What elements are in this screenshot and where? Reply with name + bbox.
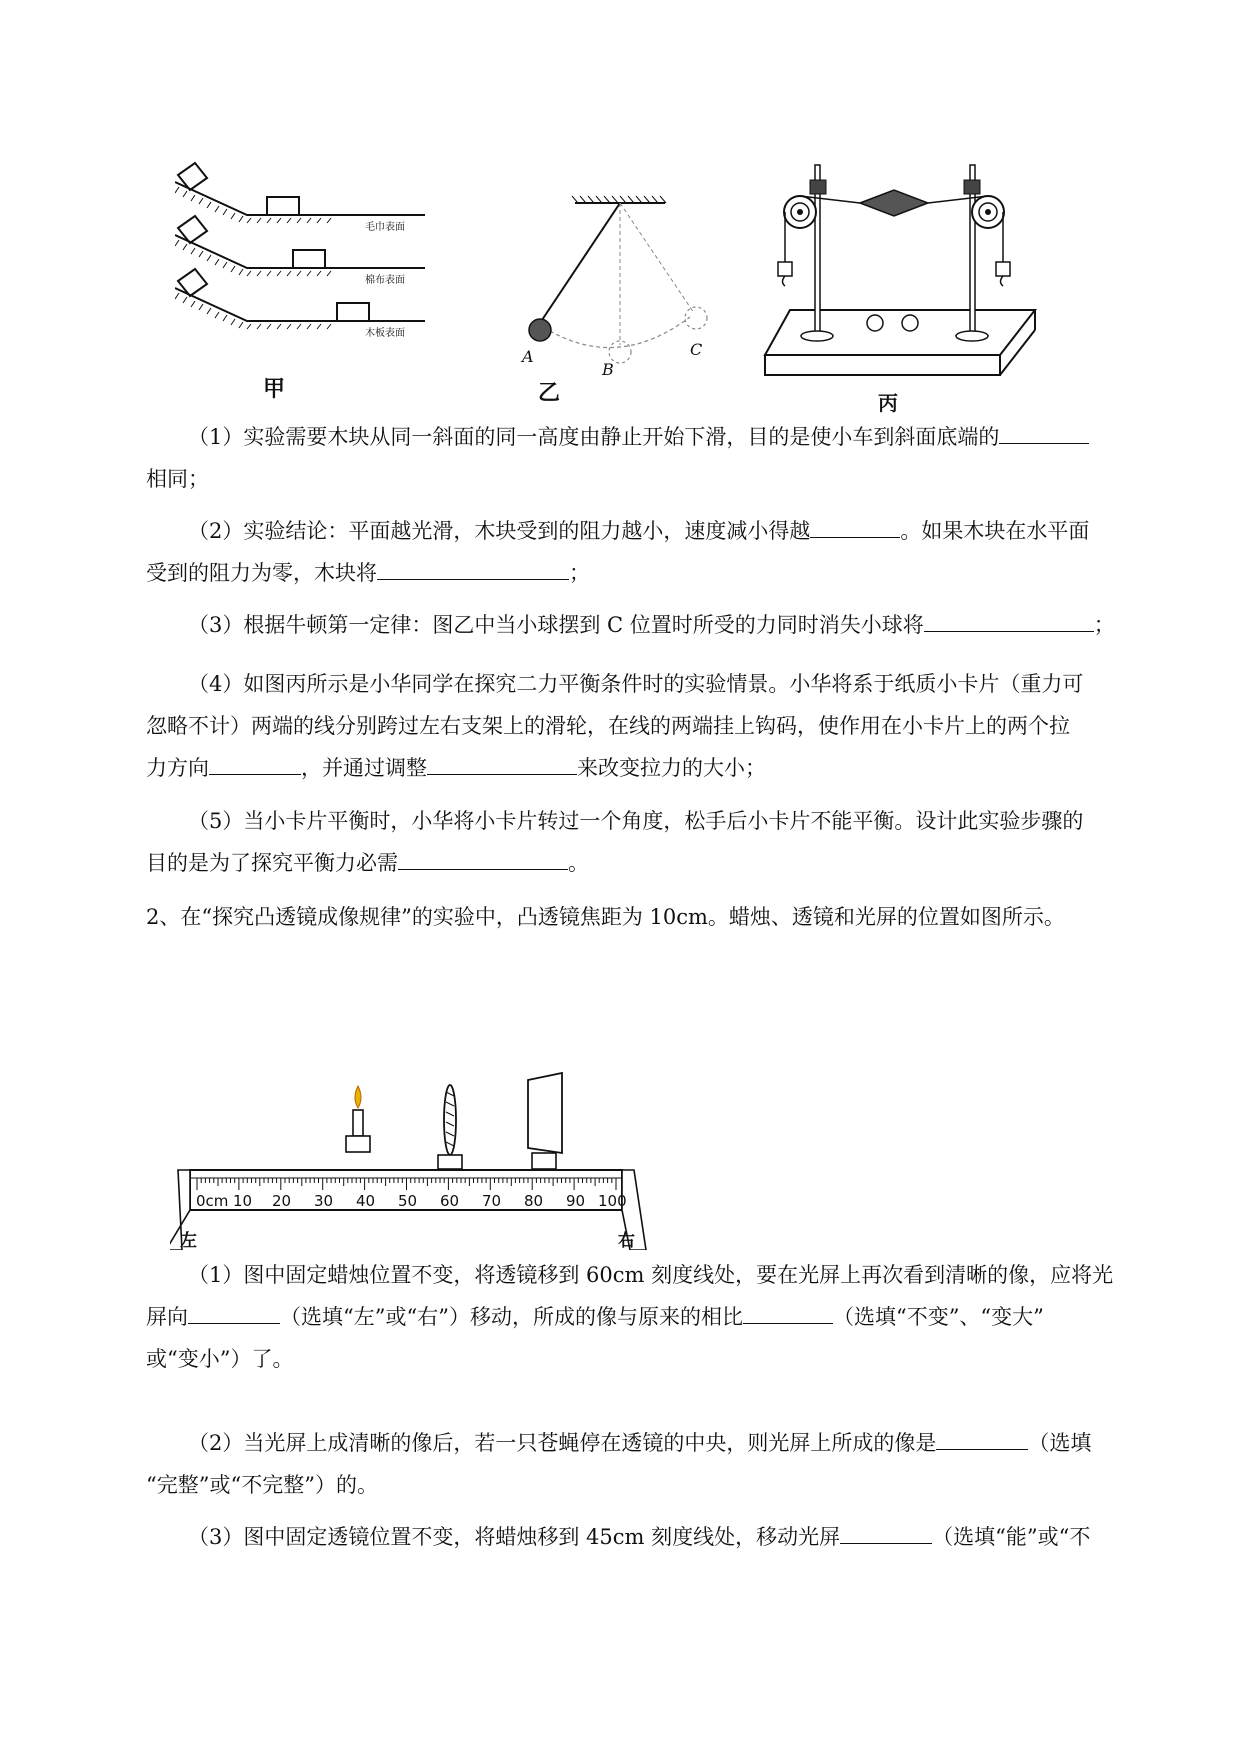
tick-label-10: 10 xyxy=(233,1192,253,1210)
left-end-label: 左 xyxy=(180,1231,197,1250)
q2-part1 xyxy=(146,1254,1146,1380)
q1-part2-text: （2）实验结论：平面越光滑，木块受到的阻力越小，速度减小得越 xyxy=(188,519,811,543)
answer-blank[interactable] xyxy=(840,1517,932,1544)
q2-part1-line1: （1）图中固定蜡烛位置不变，将透镜移到 60cm 刻度线处，要在光屏上再次看到清晰的像，应将光 xyxy=(188,1263,1114,1287)
q1-part2-text-d: ； xyxy=(569,561,590,585)
q2-part1-text-b: 屏向 xyxy=(146,1305,188,1329)
figure-yi xyxy=(520,195,720,410)
point-c-label: C xyxy=(690,340,703,359)
point-a-label: A xyxy=(522,347,534,366)
q1-part4 xyxy=(146,663,1146,789)
answer-blank[interactable] xyxy=(936,1423,1028,1450)
q2-stem: 2、在“探究凸透镜成像规律”的实验中，凸透镜焦距为 10cm。蜡烛、透镜和光屏的位置如图所示。 xyxy=(146,905,1065,929)
tick-label-50: 50 xyxy=(398,1192,418,1210)
q1-part4-text-e: 来改变拉力的大小； xyxy=(577,756,766,780)
answer-blank[interactable] xyxy=(398,843,568,870)
tick-label-80: 80 xyxy=(524,1192,544,1210)
tick-label-30: 30 xyxy=(314,1192,334,1210)
q1-part1-text: （1）实验需要木块从同一斜面的同一高度由静止开始下滑，目的是使小车到斜面底端的 xyxy=(188,425,1000,449)
tick-label-70: 70 xyxy=(482,1192,502,1210)
surface-label-towel: 毛巾表面 xyxy=(365,222,405,233)
q2-part1-text-c: （选填“左”或“右”）移动，所成的像与原来的相比 xyxy=(280,1305,743,1329)
answer-blank[interactable] xyxy=(999,417,1089,444)
q2-part3-text-b: （选填“能”或“不 xyxy=(932,1525,1091,1549)
tick-label-20: 20 xyxy=(272,1192,292,1210)
answer-blank[interactable] xyxy=(427,748,577,775)
answer-blank[interactable] xyxy=(924,605,1094,632)
surface-label-wood: 木板表面 xyxy=(365,328,405,339)
q2-part2-line2: “完整”或“不完整”）的。 xyxy=(146,1473,378,1497)
q1-part1 xyxy=(146,416,1146,500)
figure-bing-caption: 丙 xyxy=(878,391,898,415)
tick-label-0: 0cm xyxy=(196,1192,229,1210)
q1-part5-line1: （5）当小卡片平衡时，小华将小卡片转过一个角度，松手后小卡片不能平衡。设计此实验步骤的 xyxy=(188,809,1084,833)
q1-part5 xyxy=(146,800,1146,884)
answer-blank[interactable] xyxy=(377,553,569,580)
q2-part3-text: （3）图中固定透镜位置不变，将蜡烛移到 45cm 刻度线处，移动光屏 xyxy=(188,1525,841,1549)
q1-part4-line2: 忽略不计）两端的线分别跨过左右支架上的滑轮，在线的两端挂上钩码，使作用在小卡片上的两个拉 xyxy=(146,714,1070,738)
answer-blank[interactable] xyxy=(810,511,900,538)
q2-part1-line3: 或“变小”）了。 xyxy=(146,1347,294,1371)
figure-yi-caption: 乙 xyxy=(538,381,561,406)
q1-part2-text-b: 。如果木块在水平面 xyxy=(900,519,1090,543)
tick-label-60: 60 xyxy=(440,1192,460,1210)
right-end-label: 右 xyxy=(618,1231,635,1250)
q1-part4-text-d: ，并通过调整 xyxy=(301,756,427,780)
q2-part1-text-d: （选填“不变”、“变大” xyxy=(832,1305,1044,1329)
q1-part3 xyxy=(146,604,1146,646)
tick-label-90: 90 xyxy=(566,1192,586,1210)
tick-label-100: 100 xyxy=(598,1192,627,1210)
figure-jia xyxy=(175,160,445,410)
q1-part5-text-b: 目的是为了探究平衡力必需 xyxy=(146,851,398,875)
optical-bench-figure xyxy=(170,1070,740,1250)
answer-blank[interactable] xyxy=(188,1297,280,1324)
q1-part3-text-b: ； xyxy=(1093,613,1115,637)
q1-part3-text: （3）根据牛顿第一定律：图乙中当小球摆到 C 位置时所受的力同时消失小球将 xyxy=(188,613,924,637)
surface-label-cotton: 棉布表面 xyxy=(365,275,405,286)
q2-part2 xyxy=(146,1422,1146,1506)
q1-part1-cont: 相同； xyxy=(146,467,209,491)
q2-part3 xyxy=(146,1516,1146,1558)
tick-label-40: 40 xyxy=(356,1192,376,1210)
answer-blank[interactable] xyxy=(743,1297,833,1324)
figure-bing xyxy=(760,160,1060,420)
q1-part4-text-c: 力方向 xyxy=(146,756,209,780)
q2-part2-text-b: （选填 xyxy=(1028,1431,1092,1455)
q2-part2-text: （2）当光屏上成清晰的像后，若一只苍蝇停在透镜的中央，则光屏上所成的像是 xyxy=(188,1431,937,1455)
answer-blank[interactable] xyxy=(209,748,301,775)
q1-part2 xyxy=(146,510,1146,594)
q1-part5-text-c: 。 xyxy=(568,851,589,875)
q1-part2-text-c: 受到的阻力为零，木块将 xyxy=(146,561,377,585)
figure-jia-caption: 甲 xyxy=(263,377,286,402)
q1-part4-line1: （4）如图丙所示是小华同学在探究二力平衡条件时的实验情景。小华将系于纸质小卡片（重力可 xyxy=(188,672,1084,696)
point-b-label: B xyxy=(602,360,614,379)
